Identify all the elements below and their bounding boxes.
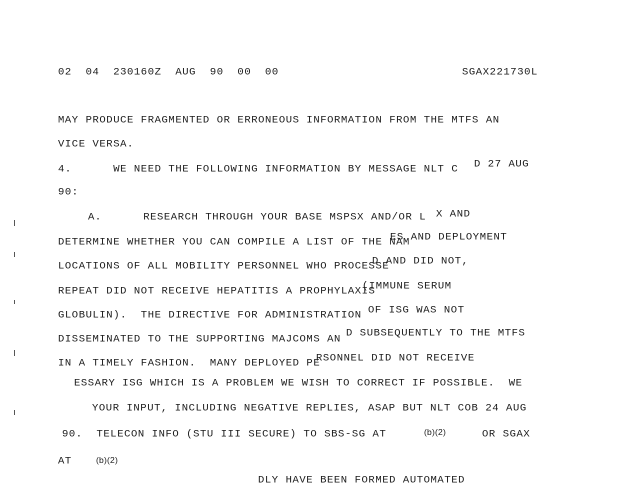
scan-mark [14,410,15,415]
body-line-3: 4. WE NEED THE FOLLOWING INFORMATION BY MESSAGE NLT C [58,164,459,176]
inserted-text-and: X AND [436,209,471,221]
body-line-1: MAY PRODUCE FRAGMENTED OR ERRONEOUS INFORMATION FROM THE MTFS AN [58,115,500,127]
scan-mark [14,220,15,226]
body-line-5: A. RESEARCH THROUGH YOUR BASE MSPSX AND/OR L [88,212,427,224]
redaction-label: (b)(2) [424,427,446,437]
body-line-12: ESSARY ISG WHICH IS A PROBLEM WE WISH TO CORRECT IF POSSIBLE. WE [74,378,523,390]
scan-mark [14,300,15,304]
inserted-text-did-not: D AND DID NOT, [372,256,469,268]
inserted-text-deployment: ES AND DEPLOYMENT [390,232,508,244]
redaction-label: (b)(2) [96,455,118,465]
scan-mark [14,350,15,356]
body-line-15: AT [58,456,72,468]
footer-partial-line: DLY HAVE BEEN FORMED AUTOMATED [258,475,466,486]
body-line-6: DETERMINE WHETHER YOU CAN COMPILE A LIST OF THE NAM [58,237,410,249]
body-line-9: GLOBULIN). THE DIRECTIVE FOR ADMINISTRATION [58,310,362,322]
body-line-4: 90: [58,187,79,199]
inserted-text-isg: OF ISG WAS NOT [368,305,465,317]
message-header-id: SGAX221730L [462,67,538,79]
body-line-14-tail: OR SGAX [482,429,531,441]
inserted-text-subsequently: D SUBSEQUENTLY TO THE MTFS [346,328,526,340]
body-line-7: LOCATIONS OF ALL MOBILITY PERSONNEL WHO PROCESSE [58,261,390,273]
body-line-8: REPEAT DID NOT RECEIVE HEPATITIS A PROPHYLAXIS [58,286,376,298]
body-line-13: YOUR INPUT, INCLUDING NEGATIVE REPLIES, ASAP BUT NLT COB 24 AUG [92,403,527,415]
message-header-dtg: 02 04 230160Z AUG 90 00 00 [58,67,279,79]
inserted-text-immune: (IMMUNE SERUM [362,281,452,293]
body-line-14: 90. TELECON INFO (STU III SECURE) TO SBS-SG AT [62,429,387,441]
body-line-11: IN A TIMELY FASHION. MANY DEPLOYED PE [58,358,321,370]
scan-mark [14,252,15,257]
inserted-text-date: D 27 AUG [474,159,530,171]
inserted-text-personnel: RSONNEL DID NOT RECEIVE [316,353,475,365]
body-line-2: VICE VERSA. [58,139,134,151]
body-line-10: DISSEMINATED TO THE SUPPORTING MAJCOMS AN [58,334,341,346]
